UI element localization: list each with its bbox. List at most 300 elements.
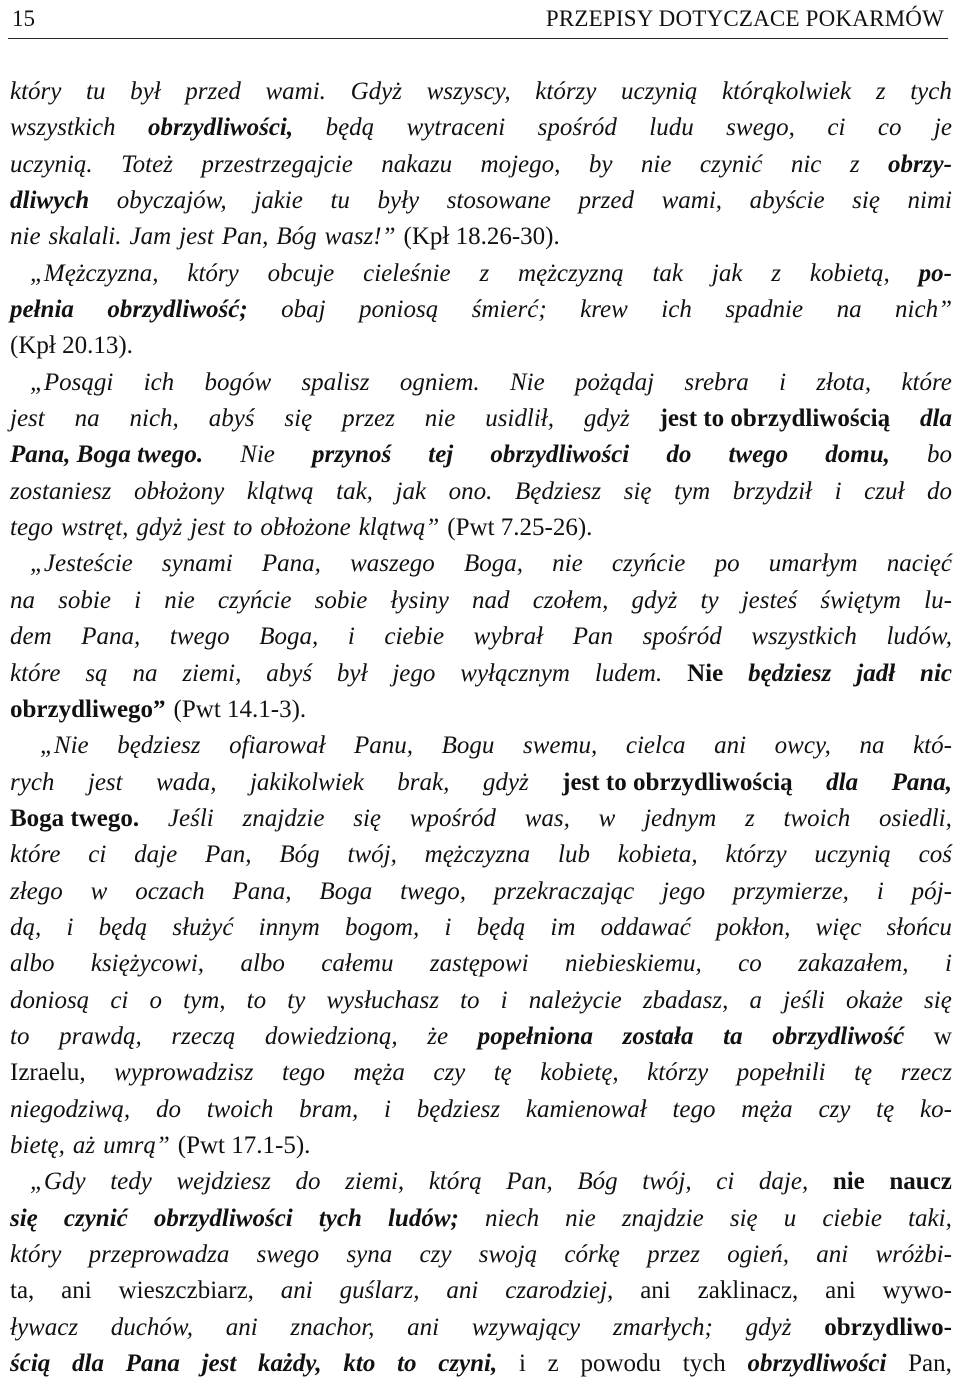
text-word: pożądaj: [574, 368, 655, 396]
text-word: twego,: [400, 877, 467, 905]
text-word: Panu,: [354, 732, 414, 760]
text-word: to: [397, 1350, 417, 1378]
text-word: z: [745, 804, 755, 832]
text-word: i: [444, 913, 452, 941]
text-word: ludów,: [886, 623, 952, 651]
text-line: [10, 1346, 952, 1382]
text-word: bogów: [204, 368, 272, 396]
text-word: Pana, Boga twego.: [10, 441, 204, 469]
text-word: sobie: [58, 586, 111, 614]
text-word: i: [134, 586, 142, 614]
text-word: jest: [190, 514, 225, 542]
text-word: obrzydliwego”: [10, 695, 166, 723]
text-word: ta: [723, 1022, 743, 1050]
text-line: [10, 1310, 952, 1346]
text-word: rzecz: [900, 1059, 952, 1087]
text-word: ziemi,: [182, 659, 242, 687]
text-word: dla: [826, 768, 859, 796]
text-word: którzy: [647, 1059, 709, 1087]
text-word: w: [90, 877, 108, 905]
text-word: które: [901, 368, 952, 396]
text-word: ogień,: [727, 1241, 789, 1268]
text-word: nie: [640, 150, 672, 178]
text-word: się: [10, 1204, 38, 1232]
text-word: dowiedzioną,: [264, 1022, 398, 1050]
text-word: ich: [661, 296, 692, 324]
text-word: i: [347, 623, 355, 651]
text-word: tych: [682, 1350, 726, 1378]
text-word: zaklinacz,: [697, 1277, 799, 1305]
text-word: ono.: [448, 477, 493, 505]
text-word: ani: [280, 1277, 313, 1305]
text-word: nie: [565, 1204, 596, 1232]
text-word: by: [588, 150, 613, 178]
text-word: Gdyż: [350, 78, 402, 105]
text-line: [10, 656, 952, 692]
text-word: lub: [558, 841, 590, 869]
text-word: męża: [353, 1059, 405, 1087]
text-word: będziesz: [748, 659, 832, 687]
text-word: Pana,: [232, 877, 292, 905]
text-word: tego: [281, 1059, 326, 1087]
text-word: twego: [728, 441, 789, 469]
text-word: (Kpł 20.13).: [10, 332, 133, 360]
text-word: znajdzie: [621, 1204, 704, 1232]
text-line: [10, 983, 952, 1019]
text-word: przymierze,: [732, 877, 849, 905]
text-line: [10, 619, 952, 655]
text-word: wyłącznym: [460, 659, 570, 687]
text-word: z: [849, 150, 860, 178]
text-word: do: [155, 1095, 181, 1123]
text-word: umrą”: [103, 1131, 170, 1159]
text-word: je: [933, 114, 952, 142]
text-line: [10, 1055, 952, 1091]
text-word: Bóg: [577, 1168, 618, 1196]
text-word: kobieta,: [617, 841, 698, 869]
text-word: czyni,: [438, 1350, 498, 1378]
text-word: złota,: [816, 368, 872, 396]
text-word: ty: [287, 986, 306, 1014]
text-word: obrzy-: [888, 150, 952, 178]
text-word: jest to obrzydliwością: [562, 768, 793, 796]
text-word: dem: [10, 623, 52, 651]
text-word: do: [927, 477, 952, 505]
text-word: spalisz: [301, 368, 370, 396]
text-word: „Gdy: [30, 1168, 86, 1196]
text-word: nacięć: [886, 550, 952, 578]
text-word: nie: [10, 223, 41, 251]
text-word: uczynią: [621, 78, 698, 105]
text-word: złego: [10, 877, 63, 905]
text-word: nie: [832, 1168, 865, 1196]
text-word: pój-: [911, 877, 952, 905]
text-word: wasz!”: [324, 223, 396, 251]
text-word: wysłuchasz: [326, 986, 439, 1014]
text-word: w: [933, 1022, 952, 1050]
text-word: bram,: [299, 1095, 359, 1123]
text-word: czołem,: [532, 586, 609, 614]
text-word: obrzydliwości,: [147, 114, 294, 142]
text-word: ta,: [10, 1277, 35, 1305]
text-word: po-: [918, 259, 952, 287]
text-line: [10, 1019, 952, 1055]
text-line: [10, 474, 952, 510]
text-word: spadnie: [725, 296, 804, 324]
text-word: stosowane: [446, 187, 551, 215]
text-word: przed: [578, 187, 635, 215]
text-word: tym,: [183, 986, 226, 1014]
text-word: ani: [446, 1277, 479, 1305]
text-line: [10, 401, 952, 437]
text-word: jest: [10, 405, 45, 433]
text-word: kamienował: [525, 1095, 647, 1123]
text-word: „Nie: [40, 732, 89, 760]
text-line: [10, 1092, 952, 1128]
text-line: [10, 147, 952, 183]
text-word: abyś: [266, 659, 313, 687]
text-word: srebra: [684, 368, 749, 396]
text-word: kobietę,: [540, 1059, 619, 1087]
text-word: które: [10, 841, 61, 869]
text-word: ciebie: [822, 1204, 883, 1232]
text-word: niegodziwą,: [10, 1095, 131, 1123]
text-word: którzy: [535, 78, 597, 105]
text-word: bietę,: [10, 1131, 65, 1159]
text-word: dą,: [10, 913, 42, 941]
text-word: czyńcie: [217, 586, 292, 614]
text-word: wytraceni: [406, 114, 506, 142]
text-word: gdyż: [482, 768, 529, 796]
text-word: śmierć;: [471, 296, 547, 324]
text-word: Jeśli: [167, 804, 214, 832]
text-line: [10, 1237, 952, 1273]
text-word: jest: [179, 223, 214, 251]
text-word: taki,: [908, 1204, 952, 1232]
text-line: [10, 946, 952, 982]
text-word: (Pwt 17.1-5).: [177, 1131, 311, 1159]
text-line: [10, 1273, 952, 1309]
text-word: oczach: [135, 877, 205, 905]
text-word: bo: [926, 441, 952, 469]
text-word: brzydził: [732, 477, 812, 505]
text-word: guślarz,: [339, 1277, 420, 1305]
text-line: [10, 728, 952, 764]
text-word: wstręt,: [61, 514, 129, 542]
text-line: [10, 219, 952, 255]
text-word: twój,: [347, 841, 397, 869]
text-word: Toteż: [121, 150, 173, 178]
text-word: nimi: [907, 187, 952, 215]
text-word: i: [518, 1350, 526, 1378]
text-word: Pan,: [205, 841, 252, 869]
text-word: jest to obrzydliwością: [659, 405, 891, 433]
text-word: tej: [428, 441, 454, 469]
text-word: czarodziej,: [505, 1277, 614, 1305]
text-word: usidlił,: [485, 405, 554, 433]
text-word: mojego,: [480, 150, 561, 178]
text-word: wieszczbiarz,: [118, 1277, 254, 1305]
text-word: ofiarował: [229, 732, 326, 760]
text-word: obyczajów,: [116, 187, 227, 215]
text-word: wyprowadzisz: [114, 1059, 254, 1087]
text-word: którą: [428, 1168, 482, 1196]
text-word: twój,: [642, 1168, 692, 1196]
text-word: abyście: [749, 187, 825, 215]
body-text: [10, 74, 952, 1382]
text-word: ani: [816, 1241, 849, 1268]
text-word: czy: [419, 1241, 452, 1268]
text-line: [10, 292, 952, 328]
text-word: przekraczając: [493, 877, 635, 905]
text-word: twego: [169, 623, 230, 651]
text-word: córkę: [564, 1241, 620, 1268]
text-word: Pan,: [908, 1350, 952, 1378]
text-word: domu,: [825, 441, 890, 469]
text-word: „Mężczyzna,: [30, 259, 159, 287]
text-word: gdyż: [136, 514, 183, 542]
page-number: 15: [12, 6, 35, 31]
text-word: naucz: [889, 1168, 952, 1196]
text-word: był: [336, 659, 368, 687]
text-word: Boga,: [259, 623, 319, 651]
text-word: wszystkich: [10, 114, 116, 142]
text-word: wejdziesz: [176, 1168, 271, 1196]
text-word: dliwych: [10, 187, 90, 215]
text-word: znachor,: [290, 1313, 375, 1341]
text-line: [10, 183, 952, 219]
text-word: uczynią: [814, 841, 891, 869]
text-word: jednym: [644, 804, 717, 832]
text-word: tego: [10, 514, 54, 542]
text-word: Pan,: [506, 1168, 553, 1196]
text-line: [10, 437, 952, 473]
text-word: do: [295, 1168, 321, 1196]
text-word: do: [666, 441, 692, 469]
text-word: zastępowi: [429, 950, 529, 978]
text-word: Bóg: [279, 841, 320, 869]
text-word: jakikolwiek: [249, 768, 364, 796]
text-word: twoich: [783, 804, 851, 832]
text-word: i: [384, 1095, 391, 1123]
text-word: ich: [143, 368, 175, 396]
text-word: nakazu: [381, 150, 453, 178]
text-word: mężczyzna: [424, 841, 531, 869]
text-word: rzeczą: [171, 1022, 236, 1050]
text-word: doniosą: [10, 986, 90, 1014]
text-word: waszego: [350, 550, 435, 578]
text-word: to: [232, 514, 253, 542]
text-word: daje: [134, 841, 178, 869]
text-line: [10, 256, 952, 292]
text-word: krew: [580, 296, 628, 324]
text-word: przynoś: [311, 441, 392, 469]
text-word: całemu: [321, 950, 394, 978]
text-word: (Pwt 7.25-26).: [447, 514, 593, 542]
text-word: zbadasz,: [642, 986, 729, 1014]
text-word: ci: [88, 841, 107, 869]
text-word: mężczyzną: [518, 259, 624, 287]
text-line: [10, 328, 952, 364]
text-word: ludów;: [387, 1204, 459, 1232]
text-word: się: [924, 986, 952, 1014]
text-word: nad: [472, 586, 510, 614]
text-word: na: [132, 659, 158, 687]
text-line: [10, 1128, 952, 1164]
text-word: osiedli,: [878, 804, 952, 832]
text-word: okaże: [845, 986, 903, 1014]
text-word: będą: [98, 913, 148, 941]
text-word: wszyscy,: [426, 78, 511, 105]
text-word: tu: [86, 78, 106, 105]
text-word: swego,: [726, 114, 795, 142]
text-word: Nie: [509, 368, 545, 396]
text-word: i: [834, 477, 842, 505]
text-line: [10, 1201, 952, 1237]
text-word: tę: [854, 1059, 873, 1087]
text-word: łysiny: [390, 586, 449, 614]
text-word: wywo-: [882, 1277, 952, 1305]
text-word: spośród: [537, 114, 617, 142]
text-word: się: [353, 804, 382, 832]
text-word: wami,: [661, 187, 723, 215]
text-word: nich”: [895, 296, 952, 324]
text-word: swemu,: [522, 732, 598, 760]
text-word: Pana: [125, 1350, 180, 1378]
text-word: nich,: [129, 405, 179, 433]
text-word: tedy: [110, 1168, 152, 1196]
text-word: jest: [201, 1350, 237, 1378]
text-word: ani: [640, 1277, 671, 1305]
text-word: Pan,: [221, 223, 269, 251]
text-word: o: [149, 986, 163, 1014]
text-word: był: [130, 78, 161, 105]
text-word: (Pwt 14.1-3).: [173, 695, 307, 723]
text-word: przed: [185, 78, 241, 105]
text-word: brak,: [397, 768, 450, 796]
text-line: [10, 74, 952, 110]
text-word: a: [749, 986, 762, 1014]
text-word: czynić: [699, 150, 763, 178]
text-word: niebieskiemu,: [564, 950, 702, 978]
text-word: będą: [476, 913, 526, 941]
text-word: Boga twego.: [10, 804, 140, 832]
text-word: obrzydliwości: [490, 441, 630, 469]
text-word: została: [622, 1022, 694, 1050]
text-word: że: [427, 1022, 449, 1050]
text-word: po: [714, 550, 740, 578]
text-word: się: [623, 477, 652, 505]
text-word: słońcu: [886, 913, 952, 941]
text-line: [10, 837, 952, 873]
text-word: męża: [741, 1095, 793, 1123]
text-line: [10, 765, 952, 801]
text-word: czynić: [63, 1204, 128, 1232]
text-word: każdy,: [258, 1350, 322, 1378]
text-word: znajdzie: [242, 804, 325, 832]
text-word: gdyż: [583, 405, 630, 433]
text-word: aż: [72, 1131, 96, 1159]
text-word: obcuje: [267, 259, 335, 287]
text-word: będą: [325, 114, 375, 142]
text-word: który: [10, 78, 62, 105]
text-word: (Kpł 18.26-30).: [403, 223, 560, 251]
text-word: obrzydliwo-: [824, 1313, 952, 1341]
text-word: ścią: [10, 1350, 51, 1378]
text-word: jest: [87, 768, 123, 796]
text-word: zmarłych;: [612, 1313, 713, 1341]
text-word: były: [377, 187, 420, 215]
text-word: tu: [330, 187, 350, 215]
text-word: obłożone: [260, 514, 351, 542]
text-line: [10, 874, 952, 910]
text-word: który: [10, 1241, 62, 1268]
text-word: was,: [524, 804, 570, 832]
text-word: swoją: [478, 1241, 538, 1268]
text-line: [10, 1164, 952, 1200]
text-word: im: [550, 913, 576, 941]
text-word: wybrał: [473, 623, 544, 651]
text-word: na: [10, 586, 35, 614]
text-word: nie: [164, 586, 195, 614]
text-word: obłożony: [134, 477, 225, 505]
text-word: cieleśnie: [363, 259, 451, 287]
text-word: przeprowadza: [88, 1241, 230, 1268]
text-word: oddawać: [600, 913, 691, 941]
text-word: więc: [815, 913, 862, 941]
text-word: z: [547, 1350, 559, 1378]
text-word: się: [729, 1204, 758, 1232]
text-word: Bogu: [441, 732, 495, 760]
text-word: dla: [72, 1350, 104, 1378]
text-word: obaj: [281, 296, 326, 324]
text-word: zakazałem,: [798, 950, 909, 978]
text-word: tę: [876, 1095, 895, 1123]
text-word: nic: [790, 150, 822, 178]
text-word: Nie: [240, 441, 275, 469]
text-word: ci: [110, 986, 129, 1014]
text-word: klątwą: [246, 477, 314, 505]
text-word: księżycowi,: [90, 950, 205, 978]
text-word: twoich: [206, 1095, 274, 1123]
running-title: PRZEPISY DOTYCZACE POKARMÓW: [545, 6, 944, 31]
text-word: to: [460, 986, 480, 1014]
text-word: uczynią.: [10, 150, 93, 178]
text-word: ani: [407, 1313, 440, 1341]
text-word: ci: [716, 1168, 735, 1196]
text-word: Izraelu,: [10, 1059, 86, 1087]
text-word: obrzydliwości: [153, 1204, 293, 1232]
text-word: którąkolwiek: [722, 78, 852, 105]
text-word: nie: [424, 405, 456, 433]
text-word: wpośród: [409, 804, 496, 832]
text-word: wami.: [265, 78, 326, 105]
text-word: tych: [318, 1204, 362, 1232]
text-word: sobie: [314, 586, 368, 614]
text-word: co: [738, 950, 762, 978]
text-word: ko-: [919, 1095, 952, 1123]
text-word: są: [85, 659, 108, 687]
text-word: albo: [10, 950, 55, 978]
text-word: jego: [662, 877, 706, 905]
text-word: ani: [61, 1277, 92, 1305]
text-word: wszystkich: [751, 623, 857, 651]
text-word: klątwą”: [358, 514, 440, 542]
text-word: niech: [484, 1204, 540, 1232]
text-word: to: [246, 986, 267, 1014]
text-word: to: [10, 1022, 30, 1050]
text-word: duchów,: [110, 1313, 193, 1341]
